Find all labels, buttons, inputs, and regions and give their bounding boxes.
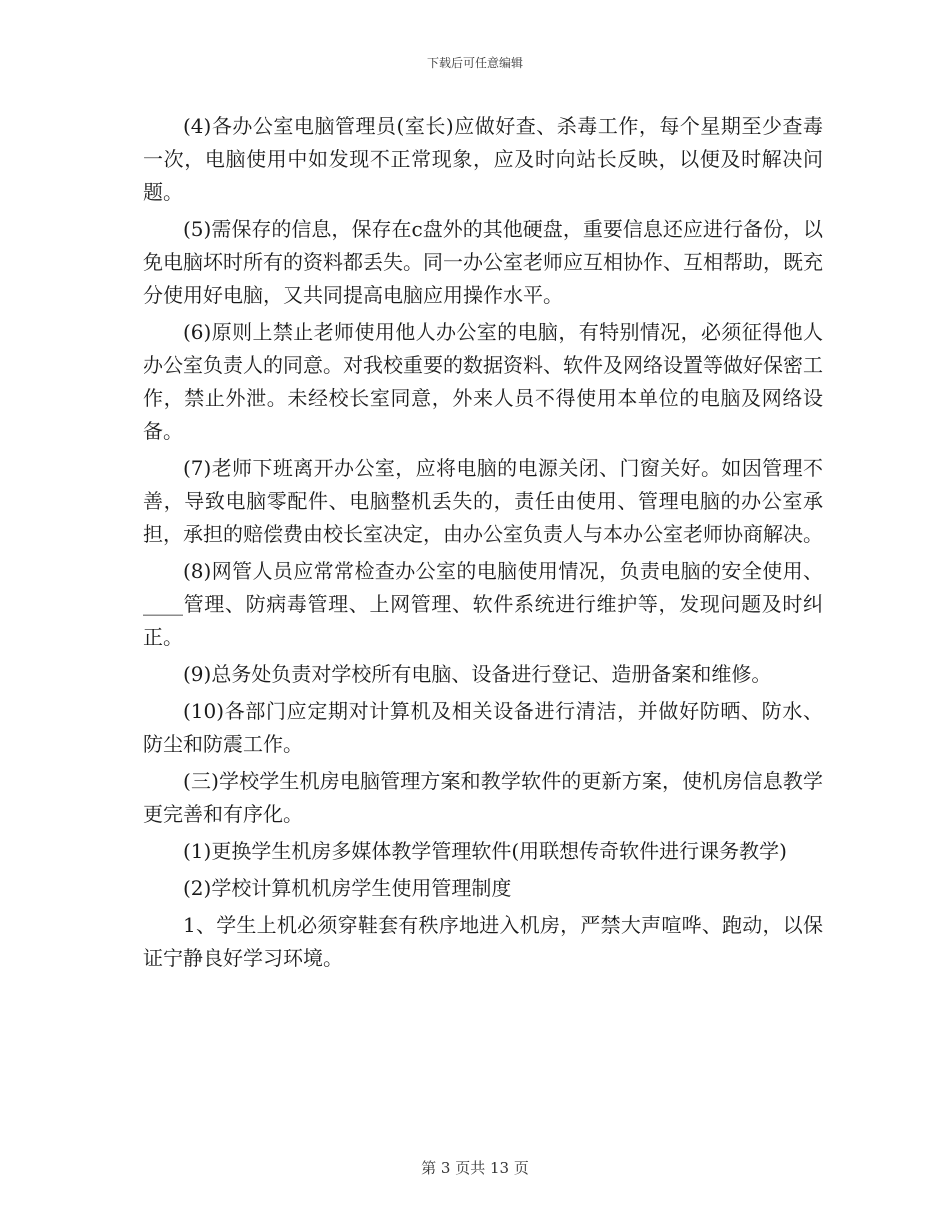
document-body	[143, 110, 823, 979]
paragraph-item-5: (5)需保存的信息，保存在c盘外的其他硬盘，重要信息还应进行备份，以免电脑坏时所有的资料都丢失。同一办公室老师应互相协作、互相帮助，既充分使用好电脑，又共同提高电脑应用操作水平。	[143, 217, 823, 307]
paragraph-subitem-1: (1)更换学生机房多媒体教学管理软件(用联想传奇软件进行课务教学)	[183, 839, 787, 863]
paragraph-item-8: (8)网管人员应常常检查办公室的电脑使用情况，负责电脑的安全使用、____管理、防病毒管理、上网管理、软件系统进行维护等，发现问题及时纠正。	[143, 559, 823, 649]
section-heading-3: (三)学校学生机房电脑管理方案和教学软件的更新方案，使机房信息教学更完善和有序化。	[143, 769, 823, 826]
paragraph-subitem-2: (2)学校计算机机房学生使用管理制度	[183, 876, 512, 900]
paragraph-item-4: (4)各办公室电脑管理员(室长)应做好查、杀毒工作，每个星期至少查毒一次，电脑使用中如发现不正常现象，应及时向站长反映，以便及时解决问题。	[143, 114, 823, 204]
paragraph-item-7: (7)老师下班离开办公室，应将电脑的电源关闭、门窗关好。如因管理不善，导致电脑零配件、电脑整机丢失的，责任由使用、管理电脑的办公室承担，承担的赔偿费由校长室决定，由办公室负责人与本办公室老师协商解决。	[143, 456, 823, 546]
paragraph-item-6: (6)原则上禁止老师使用他人办公室的电脑，有特别情况，必须征得他人办公室负责人的同意。对我校重要的数据资料、软件及网络设置等做好保密工作，禁止外泄。未经校长室同意，外来人员不得使用本单位的电脑及网络设备。	[143, 320, 823, 443]
rule-item-1: 1、学生上机必须穿鞋套有秩序地进入机房，严禁大声喧哗、跑动，以保证宁静良好学习环境。	[143, 913, 823, 970]
paragraph-item-9: (9)总务处负责对学校所有电脑、设备进行登记、造册备案和维修。	[183, 662, 772, 686]
page-header: 下载后可任意编辑	[426, 56, 523, 70]
page-footer: 第 3 页共 13 页	[421, 1159, 529, 1177]
paragraph-item-10: (10)各部门应定期对计算机及相关设备进行清洁，并做好防晒、防水、防尘和防震工作。	[143, 699, 823, 756]
